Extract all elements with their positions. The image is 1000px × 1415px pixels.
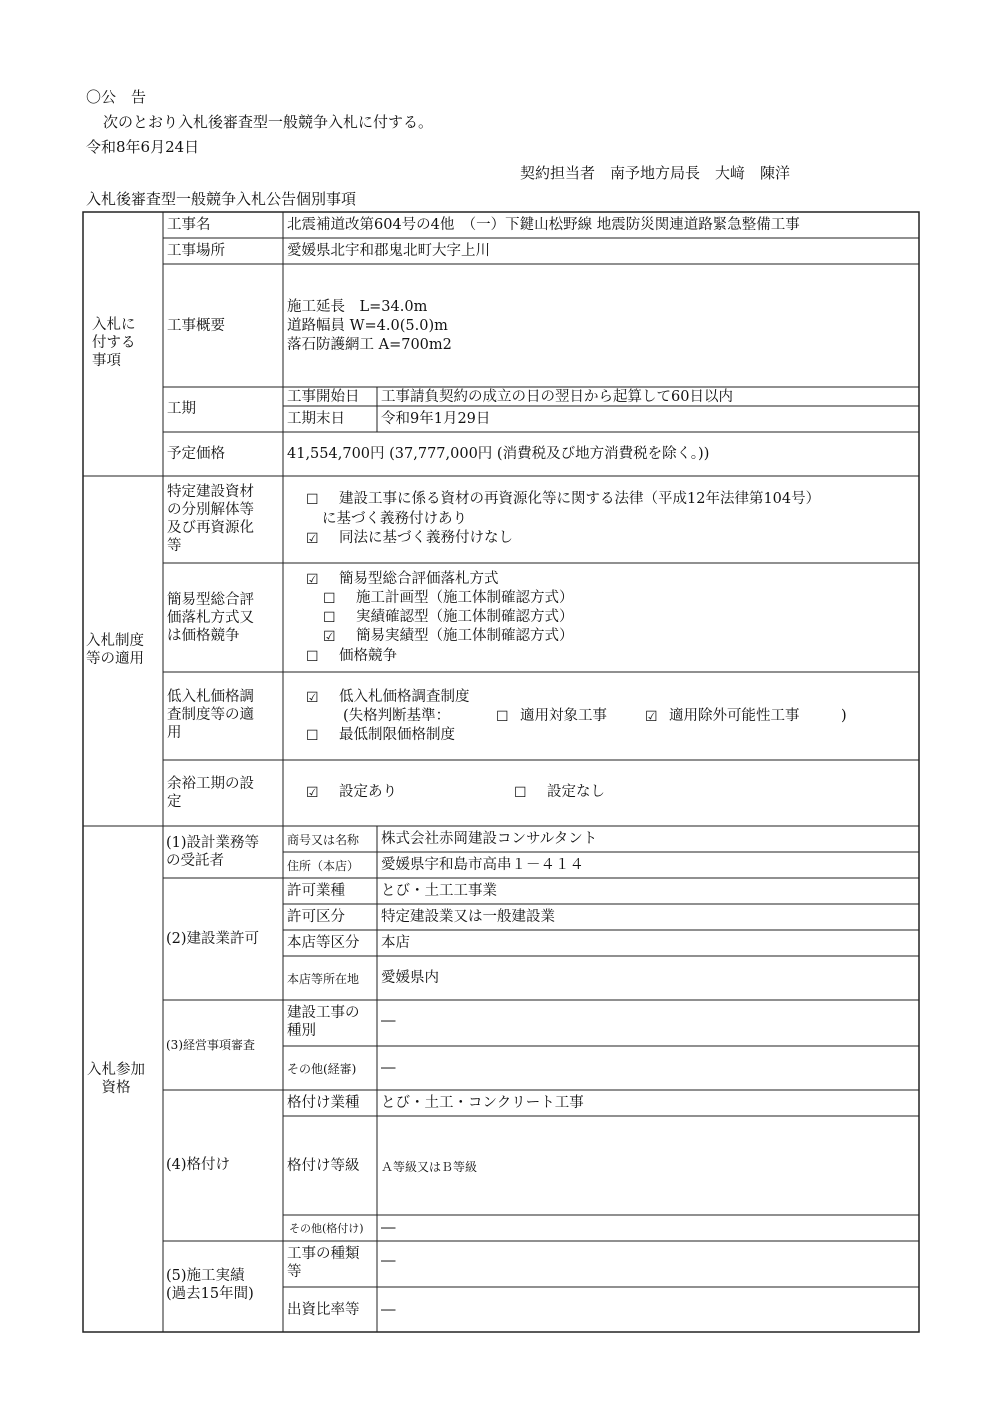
overview-label: 工事概要 [167,318,225,334]
notice-title: 〇公 告 [86,88,147,106]
section-title-bid-items: 入札に 付する 事項 [92,317,136,369]
record-ratio-label: 出資比率等 [287,1302,360,1318]
eval-label: 簡易型総合評 価落札方式又 は価格競争 [167,592,254,644]
location-label: 工事場所 [167,243,225,259]
eval-sub2-label: 実績確認型（施工体制確認方式） [356,609,574,625]
low-crit2-checkbox[interactable]: ☑ [645,709,658,725]
office-loc-value: 愛媛県内 [381,970,439,986]
rank-grade-label: 格付け等級 [287,1158,360,1174]
low-criteria-label: (失格判断基準： [343,708,451,724]
low-main-checkbox[interactable]: ☑ [306,690,319,706]
rank-label: (4)格付け [166,1157,231,1173]
location-value: 愛媛県北宇和郡鬼北町大字上川 [287,243,490,259]
start-value: 工事請負契約の成立の日の翌日から起算して60日以内 [381,389,733,405]
office-loc-label: 本店等所在地 [287,972,360,986]
eval-main-label: 簡易型総合評価落札方式 [339,571,499,587]
section-title-qualification: 入札参加 資格 [87,1062,145,1096]
design-name-label: 商号又は名称 [287,833,360,847]
audit-kind-value: ― [381,1013,396,1029]
design-name-value: 株式会社赤岡建設コンサルタント [381,831,598,847]
audit-other-label: その他(経審) [287,1062,357,1076]
record-label: (5)施工実績 (過去15年間) [166,1268,254,1302]
license-class-value: 特定建設業又は一般建設業 [381,909,555,925]
eval-price-label: 価格競争 [339,648,397,664]
low-criteria-close: ) [841,708,847,724]
rank-other-value: ― [381,1220,396,1236]
eval-sub1-checkbox[interactable]: ☐ [323,591,336,607]
section-title-bid-system: 入札制度 等の適用 [86,633,144,667]
audit-label: (3)経営事項審査 [166,1038,255,1052]
audit-other-value: ― [381,1060,396,1076]
low-bid-label: 低入札価格調 査制度等の適 用 [167,689,254,741]
margin-period-label: 余裕工期の設 定 [167,776,254,810]
start-label: 工事開始日 [287,389,360,405]
office-class-label: 本店等区分 [287,935,360,951]
period-label: 工期 [167,401,196,417]
low-crit2-label: 適用除外可能性工事 [669,708,800,724]
eval-main-checkbox[interactable]: ☑ [306,572,319,588]
eval-sub3-label: 簡易実績型（施工体制確認方式） [356,628,574,644]
signer: 契約担当者 南予地方局長 大﨑 陳洋 [520,164,791,182]
design-label: (1)設計業務等 の受託者 [166,835,260,869]
notice-date: 令和8年6月24日 [86,138,200,156]
end-label: 工期末日 [287,411,345,427]
low-main-label: 低入札価格調査制度 [339,689,470,705]
low-crit1-label: 適用対象工事 [520,708,607,724]
recycle-opt1-checkbox[interactable]: ☐ [306,492,319,508]
recycle-opt2-label: 同法に基づく義務付けなし [339,530,513,546]
eval-sub3-checkbox[interactable]: ☑ [323,629,336,645]
audit-kind-label: 建設工事の 種別 [287,1005,360,1039]
overview-line-1: 施工延長 L=34.0m [287,299,428,315]
notice-intro: 次のとおり入札後審査型一般競争入札に付する。 [103,113,434,131]
license-class-label: 許可区分 [287,909,345,925]
recycle-opt1-label-cont: に基づく義務付けあり [322,511,467,527]
design-addr-value: 愛媛県宇和島市高串１－４１４ [381,857,584,873]
office-class-value: 本店 [381,935,410,951]
margin-opt1-checkbox[interactable]: ☑ [306,785,319,801]
rank-other-label: その他(格付け) [289,1222,364,1235]
rank-type-label: 格付け業種 [287,1095,360,1111]
rank-type-value: とび・土工・コンクリート工事 [381,1095,584,1111]
price-value: 41,554,700円 (37,777,000円 (消費税及び地方消費税を除く。)) [287,446,710,462]
license-label: (2)建設業許可 [166,931,260,947]
price-label: 予定価格 [167,446,225,462]
overview-line-2: 道路幅員 W=4.0(5.0)m [287,318,448,334]
margin-opt1-label: 設定あり [339,784,397,800]
low-crit1-checkbox[interactable]: ☐ [496,709,509,725]
record-kind-label: 工事の種類 等 [287,1246,360,1280]
eval-sub1-label: 施工計画型（施工体制確認方式） [356,590,574,606]
end-value: 令和9年1月29日 [381,411,491,427]
margin-opt2-checkbox[interactable]: ☐ [514,785,527,801]
record-kind-value: ― [381,1253,396,1269]
overview-line-3: 落石防護網工 A=700m2 [287,337,452,353]
doc-title: 入札後審査型一般競争入札公告個別事項 [86,190,357,208]
recycle-opt1-label: 建設工事に係る資材の再資源化等に関する法律（平成12年法律第104号） [339,491,821,507]
record-ratio-value: ― [381,1302,396,1318]
low-min-label: 最低制限価格制度 [339,727,455,743]
margin-opt2-label: 設定なし [547,784,605,800]
license-type-label: 許可業種 [287,883,345,899]
design-addr-label: 住所（本店） [287,859,360,873]
eval-price-checkbox[interactable]: ☐ [306,649,319,665]
rank-grade-value: Ａ等級又はＢ等級 [381,1160,478,1174]
work-name-label: 工事名 [167,217,211,233]
eval-sub2-checkbox[interactable]: ☐ [323,610,336,626]
recycle-opt2-checkbox[interactable]: ☑ [306,531,319,547]
recycle-label: 特定建設資材 の分別解体等 及び再資源化 等 [167,484,254,554]
license-type-value: とび・土工工事業 [381,883,497,899]
low-min-checkbox[interactable]: ☐ [306,728,319,744]
work-name-value: 北震補道改第604号の4他 （一）下鍵山松野線 地震防災関連道路緊急整備工事 [287,217,800,233]
